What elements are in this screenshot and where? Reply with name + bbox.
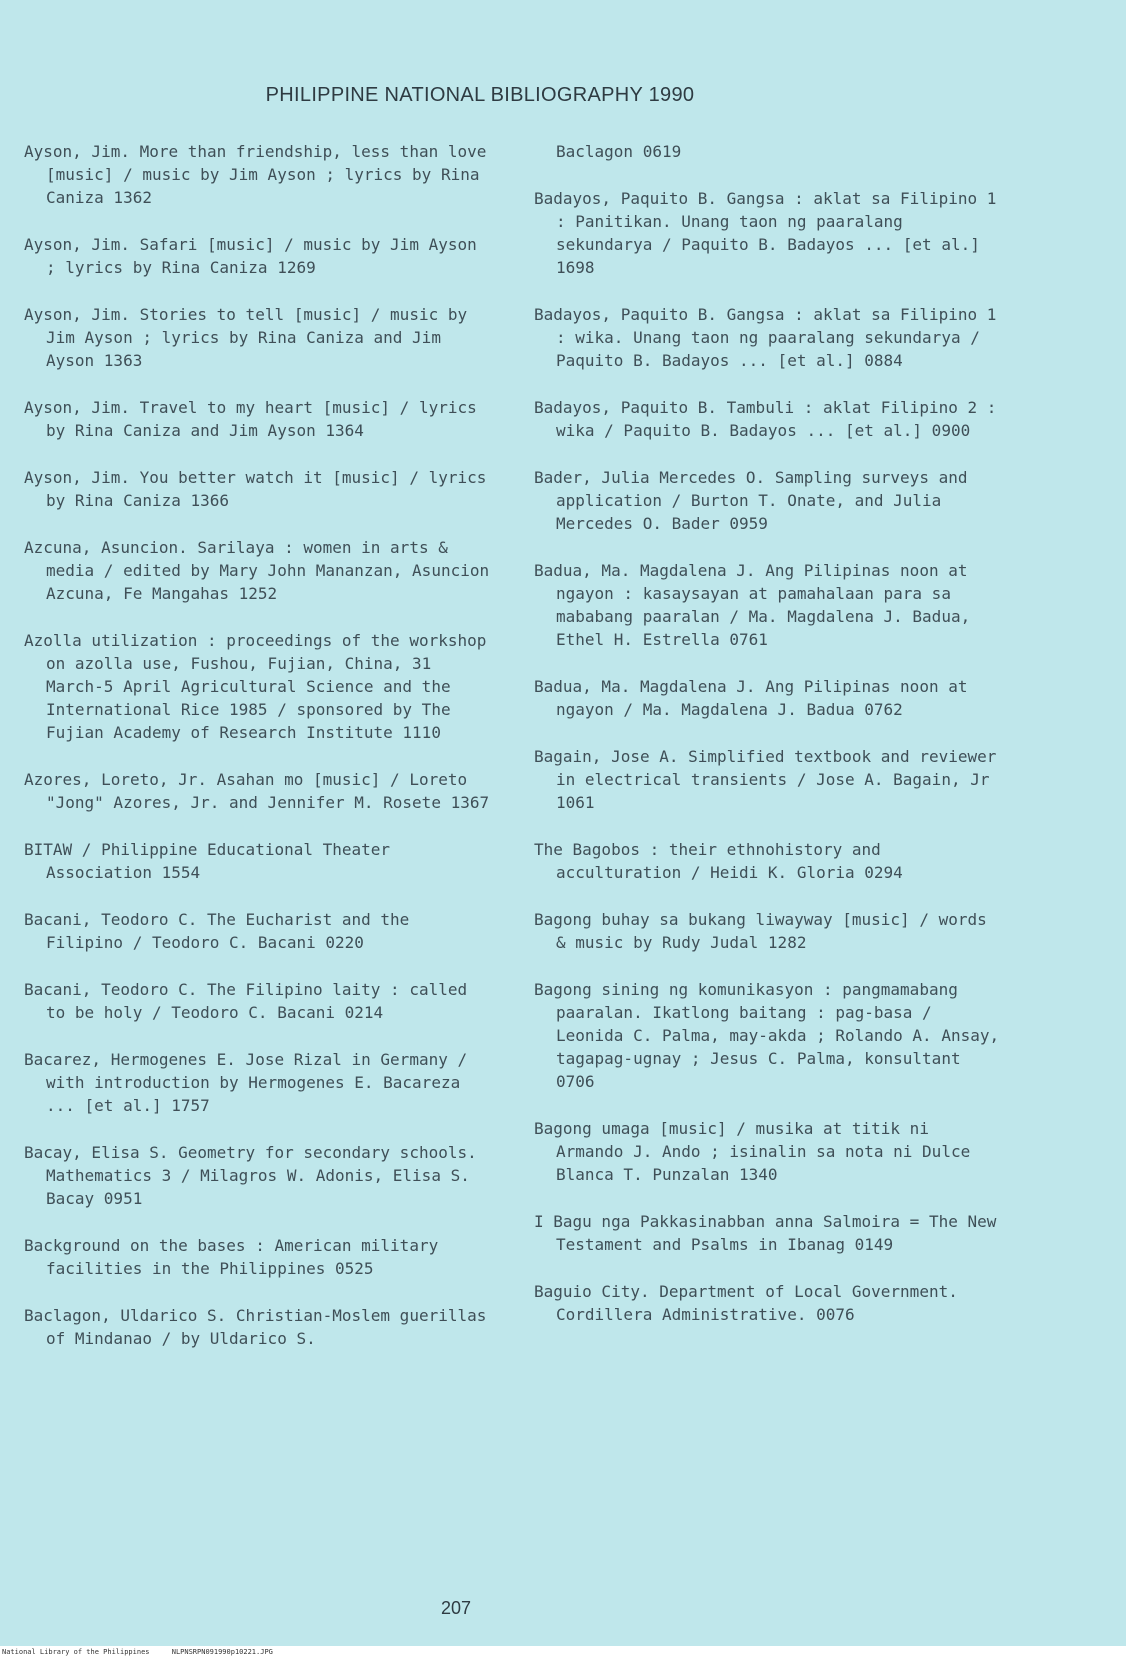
bib-entry-continuation: Baclagon 0619: [556, 142, 682, 161]
bib-entry: Bacay, Elisa S. Geometry for secondary schools. Mathematics 3 / Milagros W. Adonis, Elisa S. Bacay 0951: [24, 1143, 477, 1208]
bib-entry: Bacarez, Hermogenes E. Jose Rizal in Germany / with introduction by Hermogenes E. Bacareza ... [et al.] 1757: [24, 1050, 468, 1115]
bib-entry: The Bagobos : their ethnohistory and acculturation / Heidi K. Gloria 0294: [534, 840, 903, 882]
bib-entry: Background on the bases : American military facilities in the Philippines 0525: [24, 1236, 439, 1278]
bib-entry: Bagong buhay sa bukang liwayway [music] / words & music by Rudy Judal 1282: [534, 910, 987, 952]
bib-entry: Ayson, Jim. Travel to my heart [music] / lyrics by Rina Caniza and Jim Ayson 1364: [24, 398, 477, 440]
scan-file-label: NLPNSRPN091990p10221.JPG: [171, 1648, 273, 1656]
bib-entry: Bagong sining ng komunikasyon : pangmamabang paaralan. Ikatlong baitang : pag-basa / Leonida C. Palma, may-akda ; Rolando A. Ansay, tagapag-ugnay ; Jesus C. Palma, konsultant 0706: [534, 980, 1000, 1091]
bib-entry: Ayson, Jim. You better watch it [music] / lyrics by Rina Caniza 1366: [24, 468, 487, 510]
bib-entry: BITAW / Philippine Educational Theater Association 1554: [24, 840, 391, 882]
bib-entry: Bagain, Jose A. Simplified textbook and reviewer in electrical transients / Jose A. Bagain, Jr 1061: [534, 747, 997, 812]
bib-entry: Badayos, Paquito B. Gangsa : aklat sa Filipino 1 : Panitikan. Unang taon ng paaralang sekundarya / Paquito B. Badayos ... [et al.] 1698: [534, 189, 997, 277]
bib-entry: Badayos, Paquito B. Gangsa : aklat sa Filipino 1 : wika. Unang taon ng paaralang sekundarya / Paquito B. Badayos ... [et al.] 0884: [534, 305, 997, 370]
bib-entry: Baclagon, Uldarico S. Christian-Moslem guerillas of Mindanao / by Uldarico S.: [24, 1306, 487, 1348]
bib-entry: Badayos, Paquito B. Tambuli : aklat Filipino 2 : wika / Paquito B. Badayos ... [et al.] 0900: [534, 398, 997, 440]
page-title: PHILIPPINE NATIONAL BIBLIOGRAPHY 1990: [265, 84, 695, 106]
bib-entry: Ayson, Jim. More than friendship, less than love [music] / music by Jim Ayson ; lyrics by Rina Caniza 1362: [24, 142, 487, 207]
bib-entry: I Bagu nga Pakkasinabban anna Salmoira = The New Testament and Psalms in Ibanag 0149: [534, 1212, 997, 1254]
bib-entry: Azores, Loreto, Jr. Asahan mo [music] / Loreto "Jong" Azores, Jr. and Jennifer M. Rosete 1367: [24, 770, 490, 812]
bib-entry: Bader, Julia Mercedes O. Sampling surveys and application / Burton T. Onate, and Julia Mercedes O. Bader 0959: [534, 468, 968, 533]
bib-entry: Bacani, Teodoro C. The Filipino laity : called to be holy / Teodoro C. Bacani 0214: [24, 980, 468, 1022]
right-column: [534, 140, 1004, 1350]
bib-entry: Bacani, Teodoro C. The Eucharist and the Filipino / Teodoro C. Bacani 0220: [24, 910, 410, 952]
scan-library-label: National Library of the Philippines: [2, 1648, 150, 1656]
bib-entry: Ayson, Jim. Safari [music] / music by Jim Ayson ; lyrics by Rina Caniza 1269: [24, 235, 477, 277]
bib-entry: Baguio City. Department of Local Government. Cordillera Administrative. 0076: [534, 1282, 958, 1324]
bib-entry: Azcuna, Asuncion. Sarilaya : women in arts & media / edited by Mary John Mananzan, Asuncion Azcuna, Fe Mangahas 1252: [24, 538, 490, 603]
bib-entry: Badua, Ma. Magdalena J. Ang Pilipinas noon at ngayon / Ma. Magdalena J. Badua 0762: [534, 677, 968, 719]
bib-entry: Ayson, Jim. Stories to tell [music] / music by Jim Ayson ; lyrics by Rina Caniza and Jim Ayson 1363: [24, 305, 468, 370]
bib-entry: Badua, Ma. Magdalena J. Ang Pilipinas noon at ngayon : kasaysayan at pamahalaan para sa mababang paaralan / Ma. Magdalena J. Badua, Ethel H. Estrella 0761: [534, 561, 971, 649]
bib-entry: Azolla utilization : proceedings of the workshop on azolla use, Fushou, Fujian, China, 31 March-5 April Agricultural Science and the International Rice 1985 / sponsored by The Fujian Academy of Research Institute 1110: [24, 631, 487, 742]
scan-footer: [0, 1646, 1126, 1658]
left-column: [24, 140, 494, 1374]
bib-entry: Bagong umaga [music] / musika at titik ni Armando J. Ando ; isinalin sa nota ni Dulce Blanca T. Punzalan 1340: [534, 1119, 971, 1184]
page-number: 207: [440, 1598, 472, 1618]
